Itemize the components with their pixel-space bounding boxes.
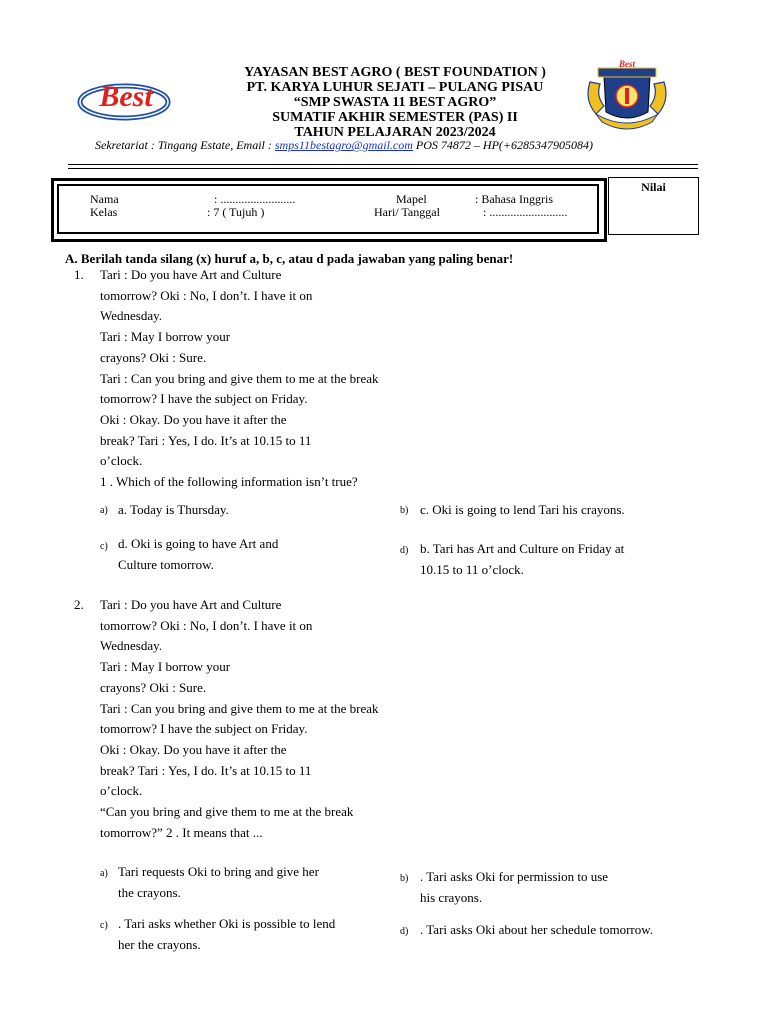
q1-line: Oki : Okay. Do you have it after the — [100, 411, 287, 427]
q1-line: break? Tari : Yes, I do. It’s at 10.15 to 11 — [100, 432, 312, 448]
q1-line: o’clock. — [100, 453, 143, 469]
question-2-number: 2. — [74, 597, 84, 612]
q1-option-c-line2: Culture tomorrow. — [118, 556, 214, 572]
q2-option-a-label[interactable]: a) — [100, 868, 108, 879]
q1-line: crayons? Oki : Sure. — [100, 349, 207, 365]
q1-line: Tari : Do you have Art and Culture — [100, 267, 282, 282]
q1-option-b-label[interactable]: b) — [400, 505, 409, 516]
q1-line: Tari : Can you bring and give them to me at the break — [100, 370, 379, 386]
secretariat-suffix: POS 74872 – HP(+6285347905084) — [412, 138, 594, 152]
q2-line: tomorrow? I have the subject on Friday. — [100, 721, 308, 737]
q1-option-a-text[interactable]: a. Today is Thursday. — [118, 502, 229, 517]
q2-option-d-text[interactable]: . Tari asks Oki about her schedule tomorrow. — [420, 922, 654, 937]
header-divider-top — [68, 164, 698, 165]
secretariat-line — [95, 138, 593, 153]
mapel-label: Mapel — [396, 192, 427, 206]
q2-line: break? Tari : Yes, I do. It’s at 10.15 to 11 — [100, 762, 312, 778]
nama-label: Nama — [90, 192, 119, 206]
nama-field[interactable]: : ......................... — [214, 192, 296, 206]
q2-line: Tari : Can you bring and give them to me at the break — [100, 700, 379, 716]
q2-option-c-text[interactable] — [118, 914, 335, 955]
q1-line: Wednesday. — [100, 308, 163, 324]
email-link[interactable]: smps11bestagro@gmail.com — [274, 138, 413, 152]
q2-option-a-line1: Tari requests Oki to bring and give her — [118, 864, 319, 879]
q2-option-d-label[interactable]: d) — [400, 926, 409, 937]
q2-line: tomorrow? Oki : No, I don’t. I have it on — [100, 617, 313, 633]
q1-line: tomorrow? Oki : No, I don’t. I have it on — [100, 287, 313, 303]
q1-option-d-label[interactable]: d) — [400, 545, 409, 556]
header-company: PT. KARYA LUHUR SEJATI – PULANG PISAU — [246, 80, 544, 95]
kelas-value: : 7 ( Tujuh ) — [207, 205, 265, 219]
q1-line: Tari : May I borrow your — [100, 329, 231, 345]
kelas-label: Kelas — [90, 205, 118, 219]
question-1-text — [100, 265, 379, 493]
q1-option-d-line1: b. Tari has Art and Culture on Friday at — [420, 541, 625, 556]
q2-option-b-line2: his crayons. — [420, 889, 483, 905]
q2-option-b-line1: . Tari asks Oki for permission to use — [420, 869, 609, 884]
q2-line: Tari : May I borrow your — [100, 659, 231, 675]
q1-line: tomorrow? I have the subject on Friday. — [100, 391, 308, 407]
q1-option-a-label[interactable]: a) — [100, 505, 108, 516]
q2-option-c-label[interactable]: c) — [100, 920, 108, 931]
q1-option-d-text[interactable] — [420, 539, 624, 580]
hari-tanggal-field[interactable]: : .......................... — [483, 205, 568, 219]
q2-option-c-line2: her the crayons. — [118, 936, 201, 952]
header-divider-bottom — [68, 168, 698, 169]
q1-option-c-text[interactable] — [118, 534, 278, 575]
q2-line: Wednesday. — [100, 638, 163, 654]
q2-option-b-text[interactable] — [420, 867, 608, 908]
svg-text:Best: Best — [618, 60, 636, 69]
q1-question: 1 . Which of the following information isn’t true? — [100, 474, 358, 490]
q2-option-b-label[interactable]: b) — [400, 873, 409, 884]
svg-text:Best: Best — [99, 80, 153, 113]
q2-line: “Can you bring and give them to me at the break — [100, 804, 354, 820]
header-exam: SUMATIF AKHIR SEMESTER (PAS) II — [272, 110, 518, 125]
nilai-box — [608, 177, 699, 235]
q2-line: Tari : Do you have Art and Culture — [100, 597, 282, 612]
question-1-number: 1. — [74, 267, 84, 282]
header-school: “SMP SWASTA 11 BEST AGRO” — [293, 95, 497, 110]
q2-option-a-line2: the crayons. — [118, 884, 181, 900]
q1-option-c-line1: d. Oki is going to have Art and — [118, 536, 279, 551]
header-foundation: YAYASAN BEST AGRO ( BEST FOUNDATION ) — [244, 65, 546, 80]
best-logo-left — [76, 70, 172, 126]
mapel-value: : Bahasa Inggris — [475, 192, 553, 206]
instruction-text: A. Berilah tanda silang (x) huruf a, b, c, atau d pada jawaban yang paling benar! — [65, 251, 514, 266]
q2-option-a-text[interactable] — [118, 862, 319, 903]
q2-option-c-line1: . Tari asks whether Oki is possible to lend — [118, 916, 336, 931]
header-year: TAHUN PELAJARAN 2023/2024 — [294, 125, 496, 140]
q1-option-c-label[interactable]: c) — [100, 541, 108, 552]
secretariat-prefix: Sekretariat : Tingang Estate, Email : — [95, 138, 275, 152]
question-2-text — [100, 595, 379, 843]
q2-line: o’clock. — [100, 783, 143, 799]
q1-option-d-line2: 10.15 to 11 o’clock. — [420, 561, 524, 577]
q1-option-b-text[interactable]: c. Oki is going to lend Tari his crayons. — [420, 502, 625, 517]
q2-line: crayons? Oki : Sure. — [100, 679, 207, 695]
hari-tanggal-label: Hari/ Tanggal — [374, 205, 440, 219]
q2-question: tomorrow?” 2 . It means that ... — [100, 824, 263, 840]
q2-line: Oki : Okay. Do you have it after the — [100, 741, 287, 757]
nilai-label: Nilai — [641, 180, 666, 194]
